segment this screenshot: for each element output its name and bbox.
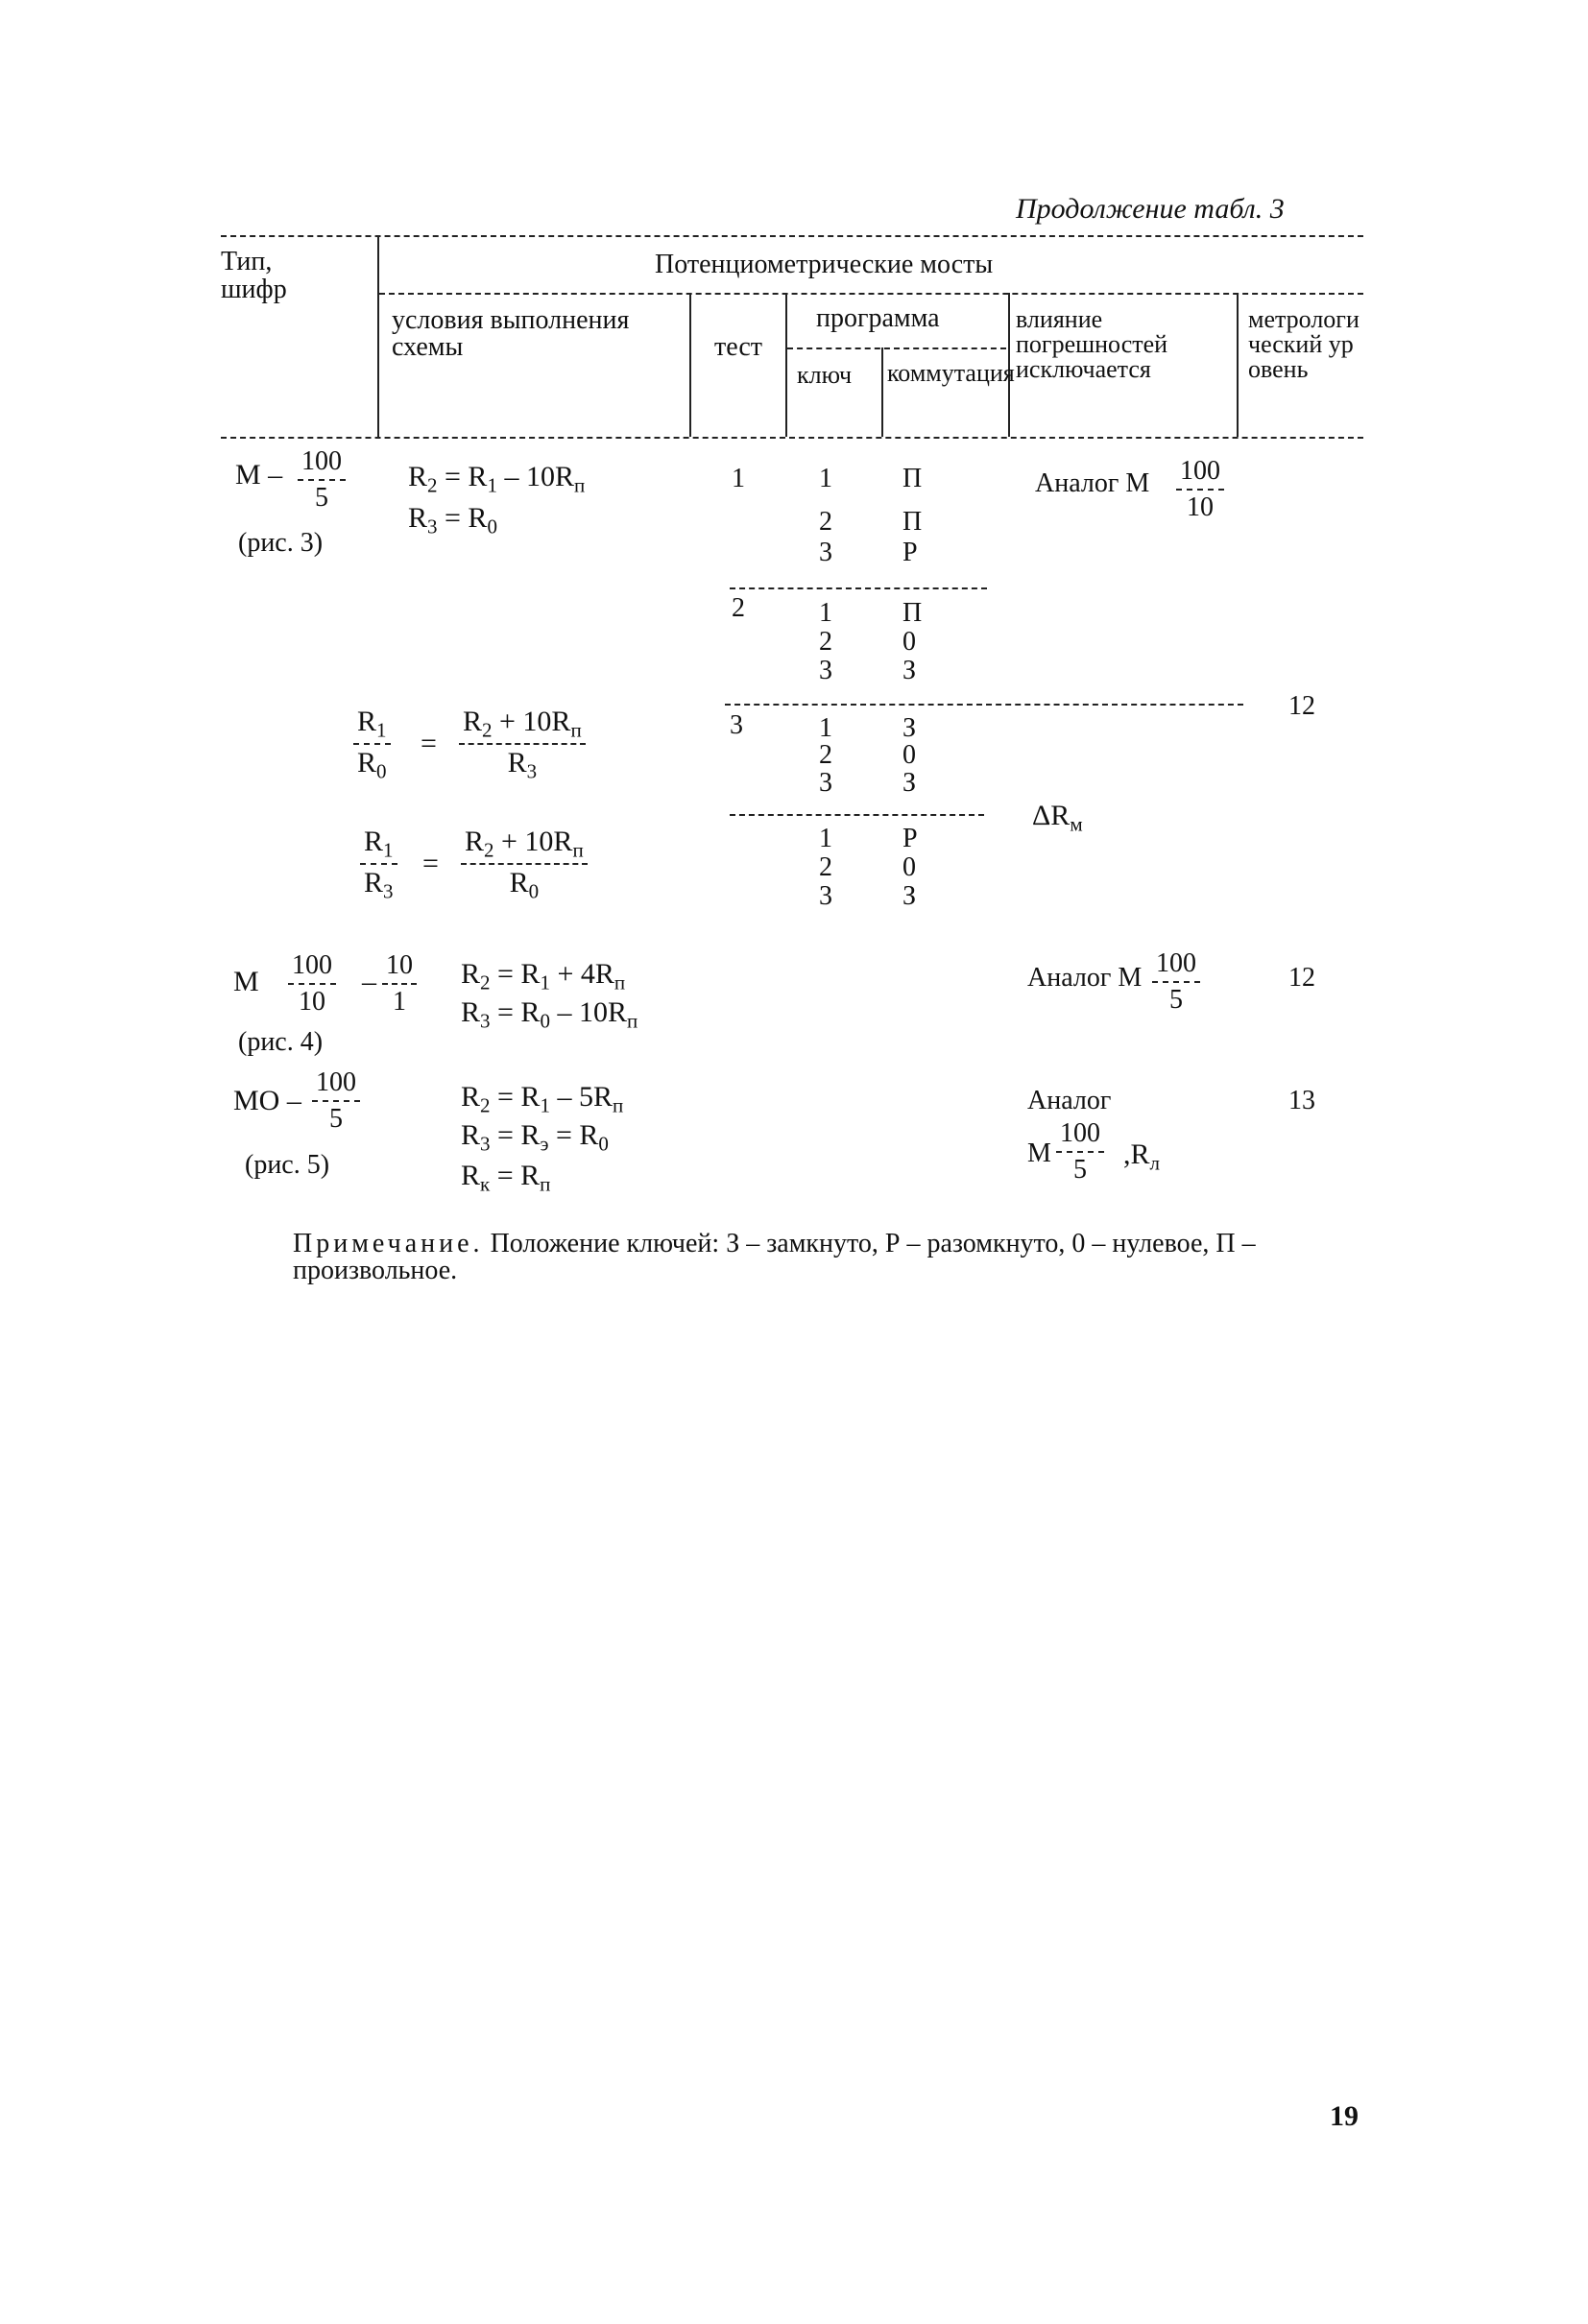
row3-influence-prefix: Аналог xyxy=(1027,1086,1112,1115)
row1-cond1: $R_2 = R_1 - 10R_п$ xyxy=(408,461,586,497)
row1-eq2-left: $\frac{R_1}{R_3}$ xyxy=(360,826,397,903)
header-test: тест xyxy=(714,332,763,362)
col-divider-program xyxy=(785,293,787,437)
row1-type-den: 5 xyxy=(315,483,328,514)
row1-t4-comm2: 0 xyxy=(902,852,916,882)
note-text: Положение ключей: З – замкнуто, Р – разомкнуто, 0 – нулевое, П – произвольное. xyxy=(293,1229,1256,1285)
row1-t3-key2: 2 xyxy=(819,740,832,770)
row3-cond2: $R_3 = R_э = R_0$ xyxy=(461,1119,609,1156)
row3-cond1: $R_2 = R_1 - 5R_п$ xyxy=(461,1081,624,1117)
row2-type-den2: 1 xyxy=(393,987,406,1018)
table-top-rule xyxy=(221,235,1363,237)
bridges-underline xyxy=(379,293,1363,295)
page-number: 19 xyxy=(1330,2100,1359,2132)
row1-influence-delta: $\Delta R_м$ xyxy=(1032,800,1083,836)
row1-t4-comm3: З xyxy=(902,881,917,911)
row1-cond2: $R_3 = R_0$ xyxy=(408,502,497,539)
row2-type-prefix: М xyxy=(233,966,259,997)
row1-t1-key1: 1 xyxy=(819,464,832,493)
row2-type-num1: 100 xyxy=(288,950,336,985)
row3-influence-m: М xyxy=(1027,1138,1051,1168)
row1-t4-key1: 1 xyxy=(819,824,832,853)
col-divider-level xyxy=(1237,293,1239,437)
row2-level: 12 xyxy=(1288,963,1315,993)
row1-t1-comm3: Р xyxy=(902,538,918,567)
row1-t3-key1: 1 xyxy=(819,713,832,743)
row1-t4-comm1: Р xyxy=(902,824,918,853)
header-key: ключ xyxy=(797,361,853,389)
row1-eq1-left: $\frac{R_1}{R_0}$ xyxy=(353,706,391,783)
row1-test-3: 3 xyxy=(730,710,743,740)
row1-influence-den: 10 xyxy=(1187,492,1214,523)
row1-t3-comm3: З xyxy=(902,768,917,798)
row1-eq1-right: $R_2 + 10R_п$ $R_3$ xyxy=(459,706,586,783)
row1-t3-key3: 3 xyxy=(819,768,832,798)
note xyxy=(293,1231,1368,1284)
row3-type-prefix: МО – xyxy=(233,1085,301,1116)
row3-influence-fraction xyxy=(1056,1118,1104,1186)
row2-influence-num: 100 xyxy=(1152,948,1200,983)
header-error-influence: влияние погрешностей исключается xyxy=(1016,305,1168,383)
row1-influence-prefix: Аналог М xyxy=(1035,468,1150,498)
row1-test-1: 1 xyxy=(732,464,745,493)
row1-t3-comm1: З xyxy=(902,713,917,743)
table-caption: Продолжение табл. 3 xyxy=(1016,193,1285,225)
row1-t4-key3: 3 xyxy=(819,881,832,911)
row2-type-den1: 10 xyxy=(299,987,325,1018)
note-label: Примечание. xyxy=(293,1229,484,1258)
row3-influence-num: 100 xyxy=(1056,1118,1104,1153)
col-divider-type xyxy=(377,235,379,437)
row1-t1-comm1: П xyxy=(902,464,923,493)
row2-cond1: $R_2 = R_1 + 4R_п$ xyxy=(461,958,626,994)
row2-influence-fraction xyxy=(1152,948,1200,1016)
row2-type-fraction2 xyxy=(382,950,417,1018)
program-underline xyxy=(787,347,1006,349)
row1-t1-comm2: П xyxy=(902,507,923,537)
row1-t1-key3: 3 xyxy=(819,538,832,567)
row1-test-2: 2 xyxy=(732,593,745,623)
row1-t2-comm2: 0 xyxy=(902,627,916,657)
header-conditions: условия выполнения схемы xyxy=(392,305,630,362)
test1-divider xyxy=(730,587,987,589)
row1-type-num: 100 xyxy=(298,446,346,481)
header-metrological-level: метрологический уровень xyxy=(1248,305,1359,383)
row1-type-fraction xyxy=(298,446,346,514)
row1-influence-num: 100 xyxy=(1176,456,1224,491)
row2-type-minus: – xyxy=(362,966,376,997)
header-bridges: Потенциометрические мосты xyxy=(655,250,994,279)
row1-fig: (рис. 3) xyxy=(238,528,324,558)
row2-influence-den: 5 xyxy=(1169,985,1183,1016)
col-divider-test xyxy=(689,293,691,437)
row3-type-den: 5 xyxy=(329,1104,343,1135)
header-bottom-rule xyxy=(221,437,1363,439)
row3-level: 13 xyxy=(1288,1086,1315,1115)
row3-influence-den: 5 xyxy=(1073,1155,1087,1186)
row2-fig: (рис. 4) xyxy=(238,1027,324,1057)
row1-eq2-equals: = xyxy=(422,848,439,879)
header-program: программа xyxy=(816,303,940,333)
row1-t2-key1: 1 xyxy=(819,598,832,628)
row1-level: 12 xyxy=(1288,691,1315,721)
row1-t1-key2: 2 xyxy=(819,507,832,537)
row1-t4-key2: 2 xyxy=(819,852,832,882)
row2-cond2: $R_3 = R_0 - 10R_п$ xyxy=(461,996,638,1033)
col-divider-comm xyxy=(881,347,883,437)
row1-t2-key2: 2 xyxy=(819,627,832,657)
row2-influence-prefix: Аналог М xyxy=(1027,963,1143,993)
row3-fig: (рис. 5) xyxy=(245,1150,330,1180)
row2-type-fraction1 xyxy=(288,950,336,1018)
header-commutation: коммутация xyxy=(887,359,1015,387)
row1-eq1-equals: = xyxy=(421,728,437,759)
row1-t2-key3: 3 xyxy=(819,656,832,685)
row1-eq2-right: $R_2 + 10R_п$ $R_0$ xyxy=(461,826,588,903)
row1-t2-comm3: З xyxy=(902,656,917,685)
row1-t2-comm1: П xyxy=(902,598,923,628)
test2-divider xyxy=(725,704,1243,706)
row2-type-num2: 10 xyxy=(382,950,417,985)
row3-influence-suffix: $,R_л$ xyxy=(1123,1138,1160,1175)
header-type-code: Тип, шифр xyxy=(221,247,287,305)
row3-cond3: $R_к = R_п$ xyxy=(461,1160,551,1196)
row1-t3-comm2: 0 xyxy=(902,740,916,770)
test3-divider xyxy=(730,814,984,816)
row1-influence-fraction xyxy=(1176,456,1224,523)
row3-type-num: 100 xyxy=(312,1067,360,1102)
row3-type-fraction xyxy=(312,1067,360,1135)
row1-type-prefix: М – xyxy=(235,459,283,491)
